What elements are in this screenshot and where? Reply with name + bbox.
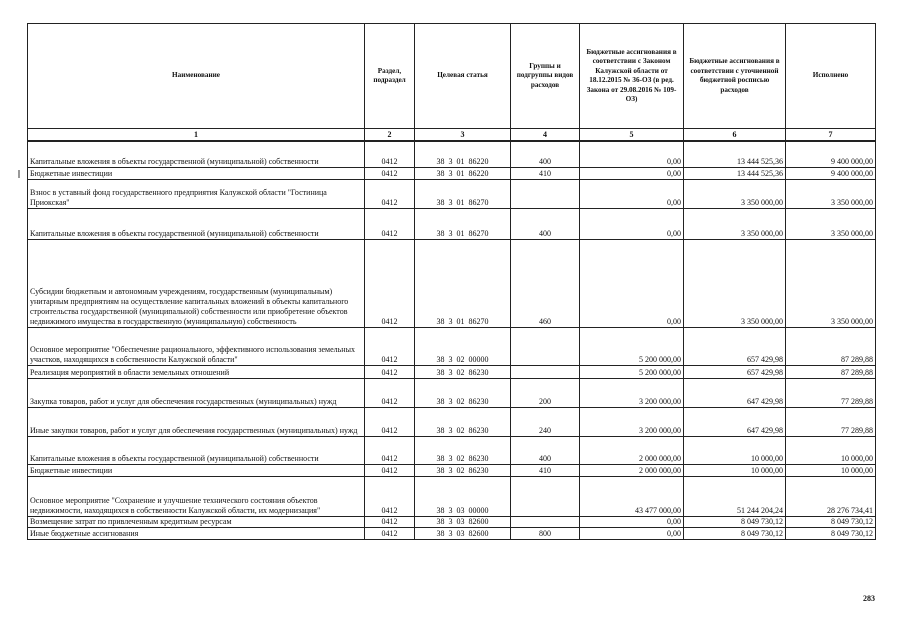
- page-number: 283: [863, 594, 875, 603]
- row-law-amount: 0,00: [580, 527, 684, 539]
- row-target: 38 3 02 86230: [415, 407, 511, 436]
- row-target: 38 3 01 86220: [415, 141, 511, 167]
- table-row: [28, 208, 876, 239]
- row-name: Основное мероприятие "Сохранение и улучшение технического состояния объектов недвижимости, находящихся в собственности Калужской области, их модернизация": [28, 476, 365, 516]
- row-law-amount: 0,00: [580, 179, 684, 208]
- table-row: [28, 167, 876, 179]
- row-executed-amount: 10 000,00: [786, 464, 876, 476]
- row-name: Субсидии бюджетным и автономным учреждениям, государственным (муниципальным) унитарным предприятиям на осуществление капитальных вложений в объекты капитального строительства государственной (муниципальной) собственности или приобретение объектов недвижимого имущества в государственную (муниципальную) собственность: [28, 239, 365, 327]
- row-law-amount: 0,00: [580, 239, 684, 327]
- header-groups: Группы и подгруппы видов расходов: [511, 24, 580, 129]
- budget-table-container: [27, 23, 875, 540]
- row-law-amount: 0,00: [580, 516, 684, 527]
- row-refined-amount: 8 049 730,12: [684, 516, 786, 527]
- row-group: 200: [511, 378, 580, 407]
- row-group: 400: [511, 208, 580, 239]
- row-section: 0412: [365, 239, 415, 327]
- row-law-amount: 3 200 000,00: [580, 378, 684, 407]
- row-section: 0412: [365, 365, 415, 378]
- row-executed-amount: 28 276 734,41: [786, 476, 876, 516]
- row-executed-amount: 87 289,88: [786, 365, 876, 378]
- row-section: 0412: [365, 476, 415, 516]
- row-target: 38 3 02 86230: [415, 365, 511, 378]
- col-number: 3: [415, 129, 511, 142]
- table-row: [28, 239, 876, 327]
- row-refined-amount: 3 350 000,00: [684, 239, 786, 327]
- row-group: [511, 516, 580, 527]
- row-executed-amount: 8 049 730,12: [786, 527, 876, 539]
- col-number: 5: [580, 129, 684, 142]
- row-name: Иные закупки товаров, работ и услуг для обеспечения государственных (муниципальных) нужд: [28, 407, 365, 436]
- row-name: Бюджетные инвестиции: [28, 464, 365, 476]
- row-section: 0412: [365, 378, 415, 407]
- row-name: Капитальные вложения в объекты государственной (муниципальной) собственности: [28, 436, 365, 464]
- row-law-amount: 0,00: [580, 208, 684, 239]
- row-executed-amount: 87 289,88: [786, 327, 876, 365]
- header-name: Наименование: [28, 24, 365, 129]
- header-row: [28, 24, 876, 129]
- row-section: 0412: [365, 527, 415, 539]
- row-executed-amount: 3 350 000,00: [786, 208, 876, 239]
- row-refined-amount: 647 429,98: [684, 407, 786, 436]
- row-refined-amount: 647 429,98: [684, 378, 786, 407]
- table-row: [28, 365, 876, 378]
- row-target: 38 3 03 82600: [415, 516, 511, 527]
- row-group: 400: [511, 436, 580, 464]
- row-name: Бюджетные инвестиции: [28, 167, 365, 179]
- row-refined-amount: 657 429,98: [684, 327, 786, 365]
- row-refined-amount: 3 350 000,00: [684, 179, 786, 208]
- row-group: [511, 476, 580, 516]
- row-group: [511, 179, 580, 208]
- row-name: Иные бюджетные ассигнования: [28, 527, 365, 539]
- row-group: 400: [511, 141, 580, 167]
- row-refined-amount: 13 444 525,36: [684, 167, 786, 179]
- table-row: [28, 378, 876, 407]
- row-section: 0412: [365, 141, 415, 167]
- table-row: [28, 436, 876, 464]
- row-executed-amount: 10 000,00: [786, 436, 876, 464]
- row-executed-amount: 77 289,88: [786, 407, 876, 436]
- row-law-amount: 0,00: [580, 167, 684, 179]
- row-refined-amount: 3 350 000,00: [684, 208, 786, 239]
- table-row: [28, 407, 876, 436]
- row-target: 38 3 02 86230: [415, 464, 511, 476]
- header-target: Целевая статья: [415, 24, 511, 129]
- row-refined-amount: 10 000,00: [684, 464, 786, 476]
- header-law: Бюджетные ассигнования в соответствии с Законом Калужской области от 18.12.2015 № 36-ОЗ (в ред. Закона от 29.08.2016 № 109-ОЗ): [580, 24, 684, 129]
- row-target: 38 3 03 00000: [415, 476, 511, 516]
- row-group: 800: [511, 527, 580, 539]
- row-group: 410: [511, 464, 580, 476]
- row-group: [511, 365, 580, 378]
- row-name: Основное мероприятие "Обеспечение рационального, эффективного использования земельных участков, находящихся в собственности Калужской области": [28, 327, 365, 365]
- table-row: [28, 141, 876, 167]
- row-law-amount: 0,00: [580, 141, 684, 167]
- row-target: 38 3 03 82600: [415, 527, 511, 539]
- row-section: 0412: [365, 327, 415, 365]
- row-target: 38 3 01 86220: [415, 167, 511, 179]
- row-law-amount: 43 477 000,00: [580, 476, 684, 516]
- row-refined-amount: 8 049 730,12: [684, 527, 786, 539]
- row-law-amount: 3 200 000,00: [580, 407, 684, 436]
- row-target: 38 3 01 86270: [415, 239, 511, 327]
- row-executed-amount: 9 400 000,00: [786, 141, 876, 167]
- col-number: 6: [684, 129, 786, 142]
- row-group: [511, 327, 580, 365]
- row-section: 0412: [365, 208, 415, 239]
- row-group: 460: [511, 239, 580, 327]
- row-law-amount: 2 000 000,00: [580, 464, 684, 476]
- row-name: Реализация мероприятий в области земельных отношений: [28, 365, 365, 378]
- col-number: 4: [511, 129, 580, 142]
- col-number: 1: [28, 129, 365, 142]
- row-law-amount: 5 200 000,00: [580, 327, 684, 365]
- header-section: Раздел, подраздел: [365, 24, 415, 129]
- row-executed-amount: 3 350 000,00: [786, 179, 876, 208]
- row-name: Закупка товаров, работ и услуг для обеспечения государственных (муниципальных) нужд: [28, 378, 365, 407]
- row-section: 0412: [365, 516, 415, 527]
- row-group: 240: [511, 407, 580, 436]
- row-law-amount: 5 200 000,00: [580, 365, 684, 378]
- row-target: 38 3 02 00000: [415, 327, 511, 365]
- row-group: 410: [511, 167, 580, 179]
- row-target: 38 3 02 86230: [415, 378, 511, 407]
- row-refined-amount: 10 000,00: [684, 436, 786, 464]
- row-executed-amount: 8 049 730,12: [786, 516, 876, 527]
- row-executed-amount: 3 350 000,00: [786, 239, 876, 327]
- row-refined-amount: 13 444 525,36: [684, 141, 786, 167]
- header-executed: Исполнено: [786, 24, 876, 129]
- header-refined: Бюджетные ассигнования в соответствии с уточненной бюджетной росписью расходов: [684, 24, 786, 129]
- column-number-row: [28, 129, 876, 142]
- row-name: Возмещение затрат по привлеченным кредитным ресурсам: [28, 516, 365, 527]
- row-name: Капитальные вложения в объекты государственной (муниципальной) собственности: [28, 208, 365, 239]
- table-row: [28, 327, 876, 365]
- row-section: 0412: [365, 464, 415, 476]
- row-target: 38 3 02 86230: [415, 436, 511, 464]
- row-name: Капитальные вложения в объекты государственной (муниципальной) собственности: [28, 141, 365, 167]
- row-target: 38 3 01 86270: [415, 179, 511, 208]
- row-section: 0412: [365, 179, 415, 208]
- table-row: [28, 179, 876, 208]
- col-number: 2: [365, 129, 415, 142]
- row-refined-amount: 51 244 204,24: [684, 476, 786, 516]
- row-section: 0412: [365, 407, 415, 436]
- table-row: [28, 476, 876, 516]
- table-row: [28, 464, 876, 476]
- row-target: 38 3 01 86270: [415, 208, 511, 239]
- table-row: [28, 527, 876, 539]
- row-executed-amount: 9 400 000,00: [786, 167, 876, 179]
- col-number: 7: [786, 129, 876, 142]
- budget-table: [27, 23, 876, 540]
- row-refined-amount: 657 429,98: [684, 365, 786, 378]
- row-law-amount: 2 000 000,00: [580, 436, 684, 464]
- row-section: 0412: [365, 167, 415, 179]
- row-executed-amount: 77 289,88: [786, 378, 876, 407]
- row-name: Взнос в уставный фонд государственного предприятия Калужской области "Гостиница Приокская": [28, 179, 365, 208]
- table-row: [28, 516, 876, 527]
- row-section: 0412: [365, 436, 415, 464]
- scan-edge-mark: [18, 170, 20, 178]
